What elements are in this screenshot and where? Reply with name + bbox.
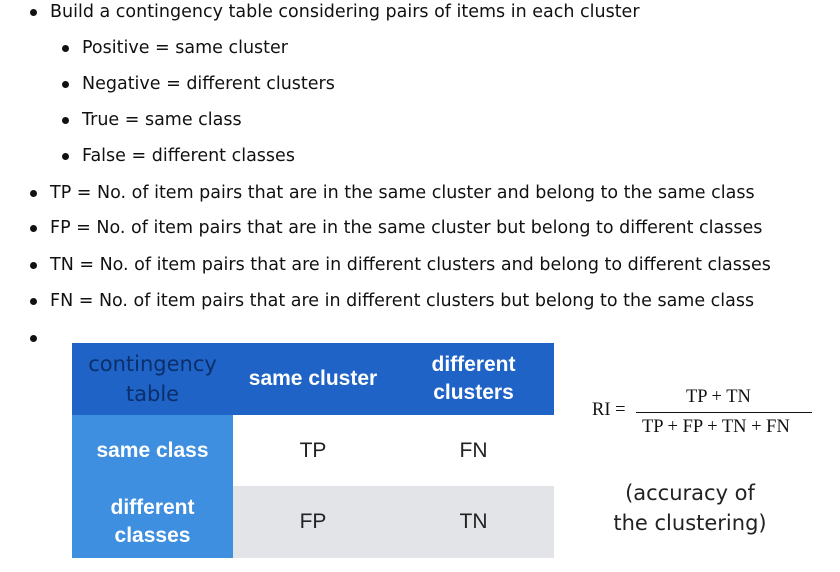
cell-tn: TN — [393, 486, 554, 558]
cell-tp: TP — [233, 415, 393, 486]
bullet-dot — [62, 153, 69, 160]
bullet-dot — [62, 45, 69, 52]
bullet-dot — [30, 9, 37, 16]
sub-bullet-negative: Negative = different clusters — [82, 74, 335, 94]
bullet-dot — [30, 298, 37, 305]
bullet-dot — [30, 225, 37, 232]
sub-bullet-positive: Positive = same cluster — [82, 38, 288, 58]
note-line-2: the clustering) — [613, 511, 767, 535]
bullet-fp: FP = No. of item pairs that are in the same cluster but belong to different classes — [50, 218, 763, 238]
accuracy-note — [600, 478, 780, 538]
formula-denominator: TP + FP + TN + FN — [642, 417, 790, 437]
table-corner-header — [72, 343, 233, 415]
sub-bullet-true: True = same class — [82, 110, 242, 130]
row-header-same-class: same class — [72, 415, 233, 486]
row2-line-1: different — [110, 496, 195, 519]
bullet-dot — [30, 262, 37, 269]
bullet-main-1: Build a contingency table considering pairs of items in each cluster — [50, 2, 640, 22]
row-header-different-classes — [72, 486, 233, 558]
column-header-same-cluster: same cluster — [233, 343, 393, 415]
formula-numerator: TP + TN — [686, 387, 751, 407]
row2-line-2: classes — [114, 524, 191, 547]
corner-line-2: table — [125, 382, 180, 406]
bullet-dot — [62, 81, 69, 88]
cell-fp: FP — [233, 486, 393, 558]
contingency-table — [72, 343, 554, 558]
col2-line-2: clusters — [433, 381, 514, 404]
fraction-bar — [636, 412, 812, 413]
sub-bullet-false: False = different classes — [82, 146, 295, 166]
corner-line-1: contingency — [88, 352, 217, 376]
col2-line-1: different — [431, 353, 516, 376]
bullet-dot — [30, 335, 37, 342]
bullet-fn: FN = No. of item pairs that are in different clusters but belong to the same class — [50, 291, 755, 311]
column-header-different-clusters — [393, 343, 554, 415]
bullet-tn: TN = No. of item pairs that are in different clusters and belong to different classes — [50, 255, 771, 275]
bullet-dot — [62, 117, 69, 124]
formula-label: RI = — [592, 400, 626, 420]
note-line-1: (accuracy of — [625, 481, 755, 505]
bullet-tp: TP = No. of item pairs that are in the same cluster and belong to the same class — [50, 183, 755, 203]
cell-fn: FN — [393, 415, 554, 486]
bullet-dot — [30, 190, 37, 197]
